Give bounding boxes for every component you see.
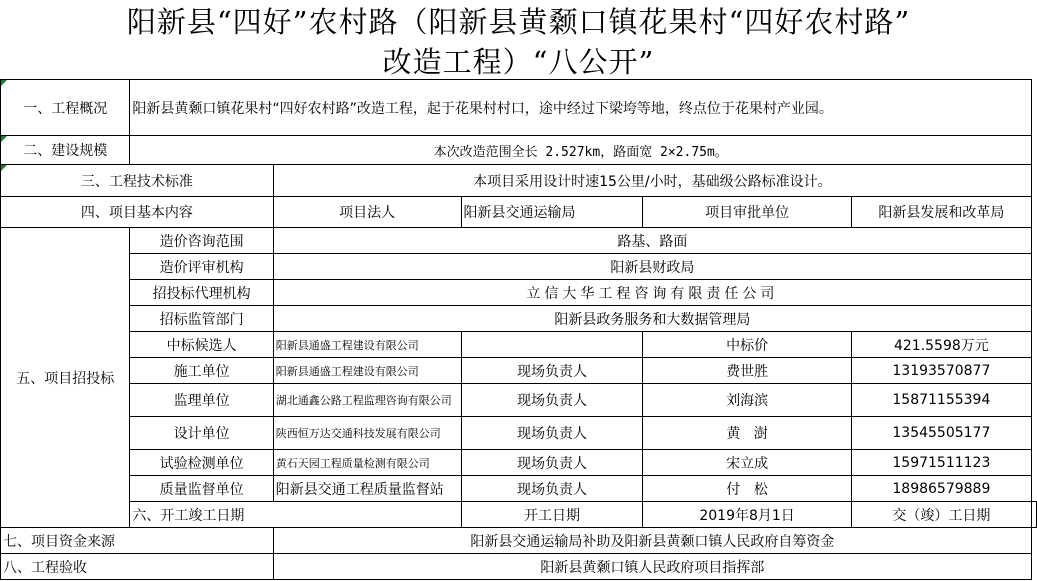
bidding-row-value: 立信大华工程咨询有限责任公司 [273, 280, 1031, 306]
end-date-label: 交（竣）工日期 [851, 502, 1031, 528]
bidding-row-label: 招投标代理机构 [130, 280, 273, 306]
technical-standard-text: 本项目采用设计时速15公里/小时，基础级公路标准设计。 [273, 165, 1031, 197]
unit-company: 阳新县通盛工程建设有限公司 [273, 358, 461, 384]
row-cost-review [1, 254, 1037, 280]
unit-person: 刘海滨 [643, 384, 851, 417]
unit-role: 现场负责人 [461, 384, 643, 417]
bidding-row-label: 造价咨询范围 [130, 228, 273, 254]
row-cost-scope [1, 228, 1037, 254]
row-winning-bidder [1, 332, 1037, 358]
unit-company: 阳新县交通工程质量监督站 [273, 476, 461, 502]
bidding-row-label: 造价评审机构 [130, 254, 273, 280]
row-funding [1, 528, 1037, 554]
row-construction-scale [1, 136, 1037, 165]
winner-empty [461, 332, 643, 358]
unit-role: 现场负责人 [461, 358, 643, 384]
label-basic-content: 四、项目基本内容 [1, 197, 274, 228]
unit-person: 黄 澍 [643, 417, 851, 450]
unit-role: 现场负责人 [461, 417, 643, 450]
start-date-label: 开工日期 [461, 502, 643, 528]
unit-company: 湖北通鑫公路工程监理咨询有限公司 [273, 384, 461, 417]
label-acceptance: 八、工程验收 [1, 554, 274, 580]
cell-marker-icon [1, 136, 7, 142]
unit-label: 试验检测单位 [130, 450, 273, 476]
unit-person: 费世胜 [643, 358, 851, 384]
unit-label: 设计单位 [130, 417, 273, 450]
unit-role: 现场负责人 [461, 450, 643, 476]
row-basic-content [1, 197, 1037, 228]
approval-unit-label: 项目审批单位 [643, 197, 851, 228]
label-construction-scale: 二、建设规模 [1, 136, 130, 165]
unit-person: 宋立成 [643, 450, 851, 476]
unit-phone: 13193570877 [851, 358, 1031, 384]
bidding-row-label: 招标监管部门 [130, 306, 273, 332]
page-title-line1: 阳新县“四好”农村路（阳新县黄颡口镇花果村“四好农村路” [126, 5, 911, 39]
unit-phone: 15971511123 [851, 450, 1031, 476]
label-technical-standard: 三、工程技术标准 [1, 165, 274, 197]
winner-price-label: 中标价 [643, 332, 851, 358]
label-bidding: 五、项目招投标 [1, 228, 130, 528]
cell-marker-icon [1, 80, 7, 86]
bidding-row-value: 阳新县财政局 [273, 254, 1031, 280]
row-dates [1, 502, 1037, 528]
label-dates: 六、开工竣工日期 [130, 502, 461, 528]
unit-role: 现场负责人 [461, 476, 643, 502]
row-acceptance [1, 554, 1037, 580]
row-technical-standard [1, 165, 1037, 197]
row-bidding-supervisor [1, 306, 1037, 332]
unit-person: 付 松 [643, 476, 851, 502]
funding-text: 阳新县交通运输局补助及阳新县黄颡口镇人民政府自筹资金 [273, 528, 1031, 554]
legal-person-value: 阳新县交通运输局 [461, 197, 643, 228]
unit-phone: 18986579889 [851, 476, 1031, 502]
label-funding: 七、项目资金来源 [1, 528, 274, 554]
disclosure-table [0, 79, 1037, 580]
unit-phone: 15871155394 [851, 384, 1031, 417]
start-date-value: 2019年8月1日 [643, 502, 851, 528]
row-unit [1, 417, 1037, 450]
legal-person-label: 项目法人 [273, 197, 461, 228]
winner-company: 阳新县通盛工程建设有限公司 [273, 332, 461, 358]
unit-label: 监理单位 [130, 384, 273, 417]
row-unit [1, 476, 1037, 502]
cell-marker-icon [1, 165, 7, 171]
approval-unit-value: 阳新县发展和改革局 [851, 197, 1031, 228]
page-title-line2: 改造工程）“八公开” [382, 45, 655, 79]
acceptance-text: 阳新县黄颡口镇人民政府项目指挥部 [273, 554, 1031, 580]
row-project-overview [1, 80, 1037, 136]
bidding-row-value: 路基、路面 [273, 228, 1031, 254]
label-project-overview: 一、工程概况 [1, 80, 130, 136]
unit-label: 施工单位 [130, 358, 273, 384]
winner-label: 中标候选人 [130, 332, 273, 358]
row-unit [1, 358, 1037, 384]
row-unit [1, 384, 1037, 417]
end-date-value [1032, 502, 1037, 528]
row-unit [1, 450, 1037, 476]
unit-company: 黄石天园工程质量检测有限公司 [273, 450, 461, 476]
unit-phone: 13545505177 [851, 417, 1031, 450]
unit-label: 质量监督单位 [130, 476, 273, 502]
row-bidding-agency [1, 280, 1037, 306]
construction-scale-text: 本次改造范围全长 2.527km，路面宽 2×2.75m。 [130, 136, 1032, 165]
unit-company: 陕西恒万达交通科技发展有限公司 [273, 417, 461, 450]
winner-price: 421.5598万元 [851, 332, 1031, 358]
project-overview-text: 阳新县黄颡口镇花果村“四好农村路”改造工程，起于花果村村口，途中经过下梁垮等地，终点位于花果村产业园。 [130, 80, 1032, 136]
bidding-row-value: 阳新县政务服务和大数据管理局 [273, 306, 1031, 332]
